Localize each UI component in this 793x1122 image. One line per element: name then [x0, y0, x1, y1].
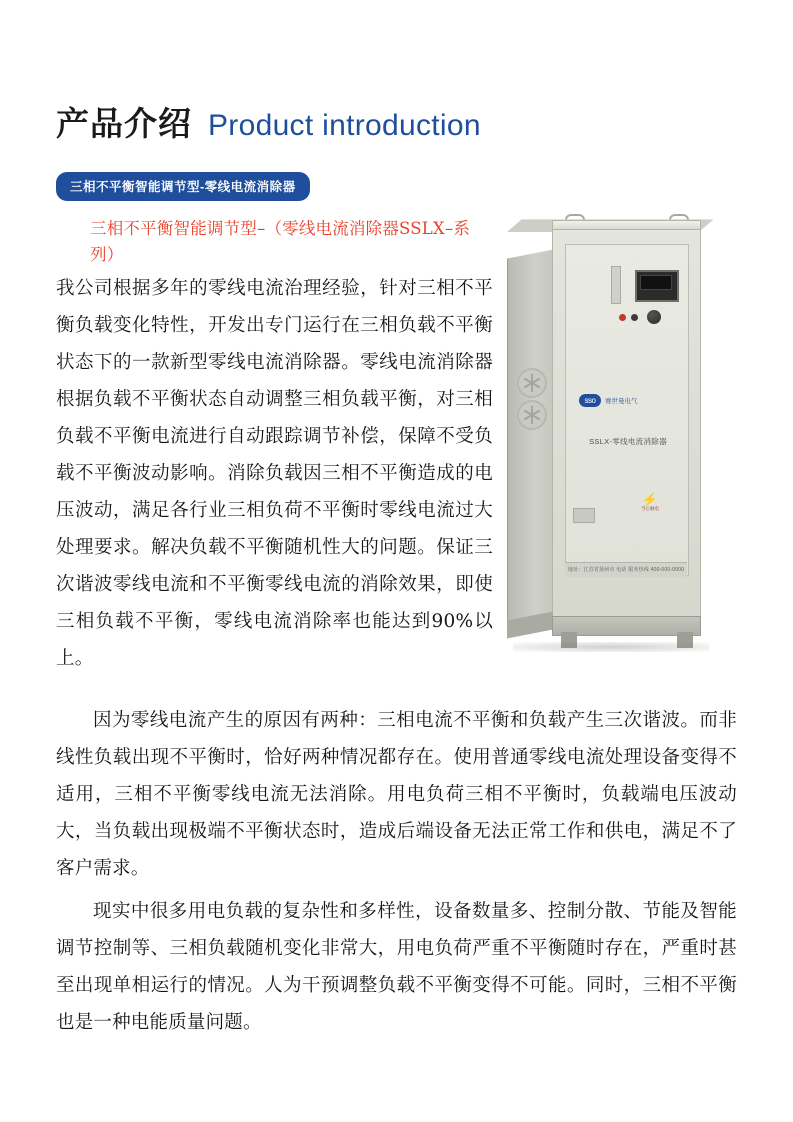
- intro-block: [56, 216, 737, 677]
- door-handle-slot: [611, 266, 621, 304]
- paragraph-3: 现实中很多用电负载的复杂性和多样性，设备数量多、控制分散、节能及智能调节控制等、三相负载随机变化非常大，用电负荷严重不平衡随时存在，严重时甚至出现单相运行的情况。人为干预调整负载不平衡变得不可能。同时，三相不平衡也是一种电能质量问题。: [56, 901, 737, 1033]
- floor-shadow: [513, 642, 709, 652]
- cooling-fan-top-icon: [517, 368, 547, 398]
- warning-label-text: 当心触电: [641, 506, 659, 511]
- nameplate: [573, 508, 595, 523]
- selector-knob-icon: [647, 310, 661, 324]
- meter-display-screen: [640, 275, 672, 290]
- product-model-label: SSLX-零线电流消除器: [589, 437, 667, 446]
- cabinet-illustration: [507, 218, 737, 653]
- indicator-light-red-icon: [619, 314, 626, 321]
- cabinet-top-edge: [552, 220, 701, 230]
- cooling-fan-bottom-icon: [517, 400, 547, 430]
- brand-logo-mark: sso: [579, 394, 601, 407]
- electric-shock-warning-label: [637, 494, 663, 512]
- page-title-cn: 产品介绍: [56, 104, 192, 143]
- indicator-light-green-icon: [631, 314, 638, 321]
- section-label-badge: 三相不平衡智能调节型-零线电流消除器: [56, 172, 310, 201]
- article-body: [56, 216, 737, 1041]
- page-title-en: Product introduction: [208, 109, 481, 142]
- cabinet-bottom-info-strip: 地址：江苏省扬州市 电话 服务热线 400-000-0000: [565, 562, 687, 577]
- brand-logo: [579, 394, 638, 407]
- paragraph-2: 因为零线电流产生的原因有两种：三相电流不平衡和负载产生三次谐波。而非线性负载出现不平衡时，恰好两种情况都存在。使用普通零线电流处理设备变得不适用，三相不平衡零线电流无法消除。用电负荷三相不平衡时，负载端电压波动大，当负载出现极端不平衡状态时，造成后端设备无法正常工作和供电，满足不了客户需求。: [56, 710, 737, 879]
- product-photo: [507, 218, 737, 653]
- product-series-heading: 三相不平衡智能调节型–（零线电流消除器SSLX–系列）: [90, 219, 471, 264]
- paragraph-1: 我公司根据多年的零线电流治理经验，针对三相不平衡负载变化特性，开发出专门运行在三相负载不平衡状态下的一款新型零线电流消除器。零线电流消除器根据负载不平衡状态自动调整三相负载平衡，对三相负载不平衡电流进行自动跟踪调节补偿，保障不受负载不平衡波动影响。消除负载因三相不平衡造成的电压波动，满足各行业三相负荷不平衡时零线电流过大处理要求。解决负载不平衡随机性大的问题。保证三次谐波零线电流和不平衡零线电流的消除效果，即使三相负载不平衡，零线电流消除率也能达到90%以上。: [56, 278, 493, 669]
- brand-logo-text: 赛世曼电气: [605, 398, 638, 405]
- page-title: [56, 98, 481, 145]
- lightning-bolt-icon: ⚡: [641, 492, 659, 507]
- cabinet-side-face: [507, 249, 554, 626]
